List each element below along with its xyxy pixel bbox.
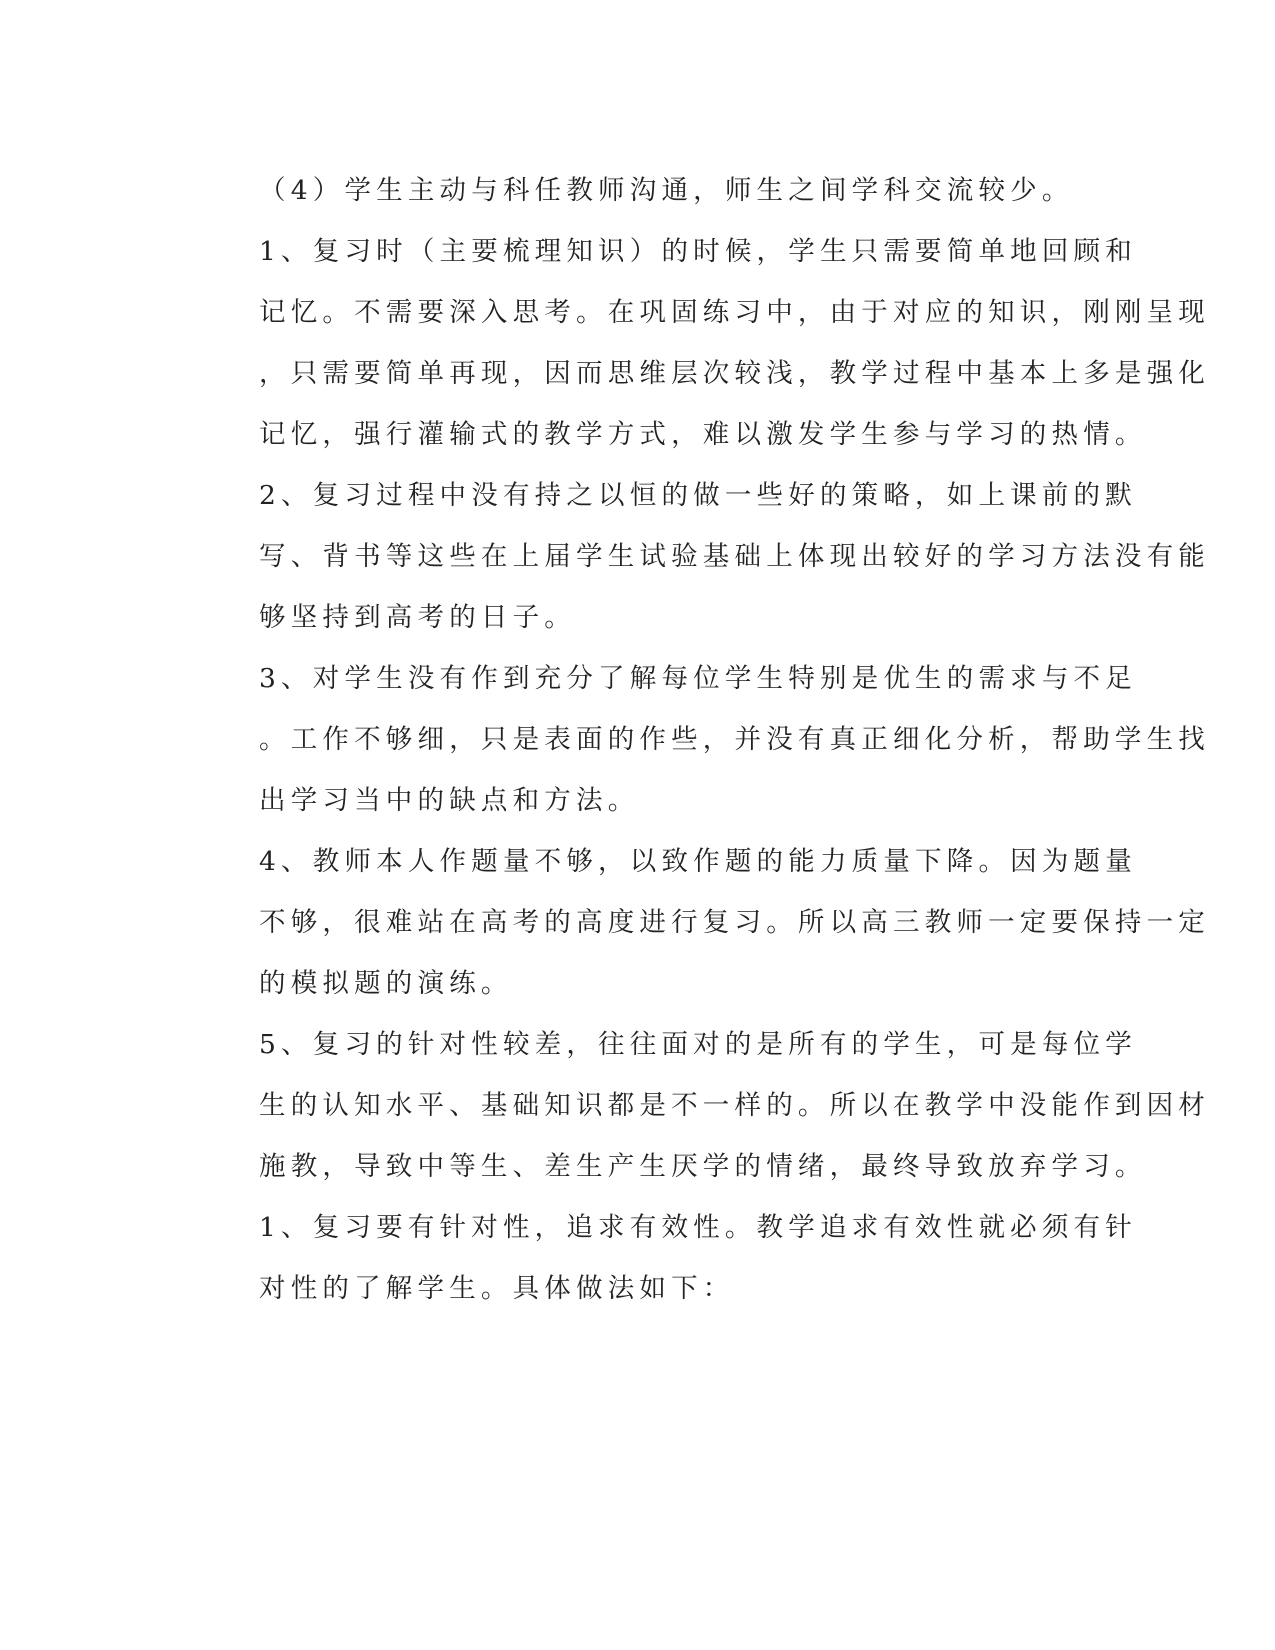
text-line: 3、对学生没有作到充分了解每位学生特别是优生的需求与不足 [259,663,1137,694]
document-body [189,160,1210,1319]
text-line: 4、教师本人作题量不够，以致作题的能力质量下降。因为题量 [259,846,1137,877]
paragraph-student-understanding [189,648,1210,831]
text-line: 。工作不够细，只是表面的作些，并没有真正细化分析，帮助学生找 [259,724,1210,755]
text-line: 不够，很难站在高考的高度进行复习。所以高三教师一定要保持一定 [259,907,1210,938]
text-line: 记忆。不需要深入思考。在巩固练习中，由于对应的知识，刚刚呈现 [259,297,1210,328]
text-line: 对性的了解学生。具体做法如下： [259,1273,735,1304]
paragraph-review-strategy [189,465,1210,648]
paragraph-teacher-practice [189,831,1210,1014]
text-line: 生的认知水平、基础知识都是不一样的。所以在教学中没能作到因材 [259,1090,1210,1121]
paragraph-targeted-review [189,1197,1137,1319]
text-line: 5、复习的针对性较差，往往面对的是所有的学生，可是每位学 [259,1029,1137,1060]
text-line: 2、复习过程中没有持之以恒的做一些好的策略，如上课前的默 [259,480,1137,511]
text-line: 记忆，强行灌输式的教学方式，难以激发学生参与学习的热情。 [259,419,1147,450]
paragraph-4-communication [189,160,1074,221]
text-line: ，只需要简单再现，因而思维层次较浅，教学过程中基本上多是强化 [259,358,1210,389]
text-line: 写、背书等这些在上届学生试验基础上体现出较好的学习方法没有能 [259,541,1210,572]
paragraph-review-knowledge [189,221,1210,465]
text-line: 施教，导致中等生、差生产生厌学的情绪，最终导致放弃学习。 [259,1151,1147,1182]
text-line: 出学习当中的缺点和方法。 [259,785,640,816]
text-line: （4）学生主动与科任教师沟通，师生之间学科交流较少。 [259,175,1074,206]
text-line: 够坚持到高考的日子。 [259,602,576,633]
text-line: 1、复习要有针对性，追求有效性。教学追求有效性就必须有针 [259,1212,1137,1243]
text-line: 1、复习时（主要梳理知识）的时候，学生只需要简单地回顾和 [259,236,1137,267]
paragraph-review-targeting [189,1014,1210,1197]
text-line: 的模拟题的演练。 [259,968,513,999]
